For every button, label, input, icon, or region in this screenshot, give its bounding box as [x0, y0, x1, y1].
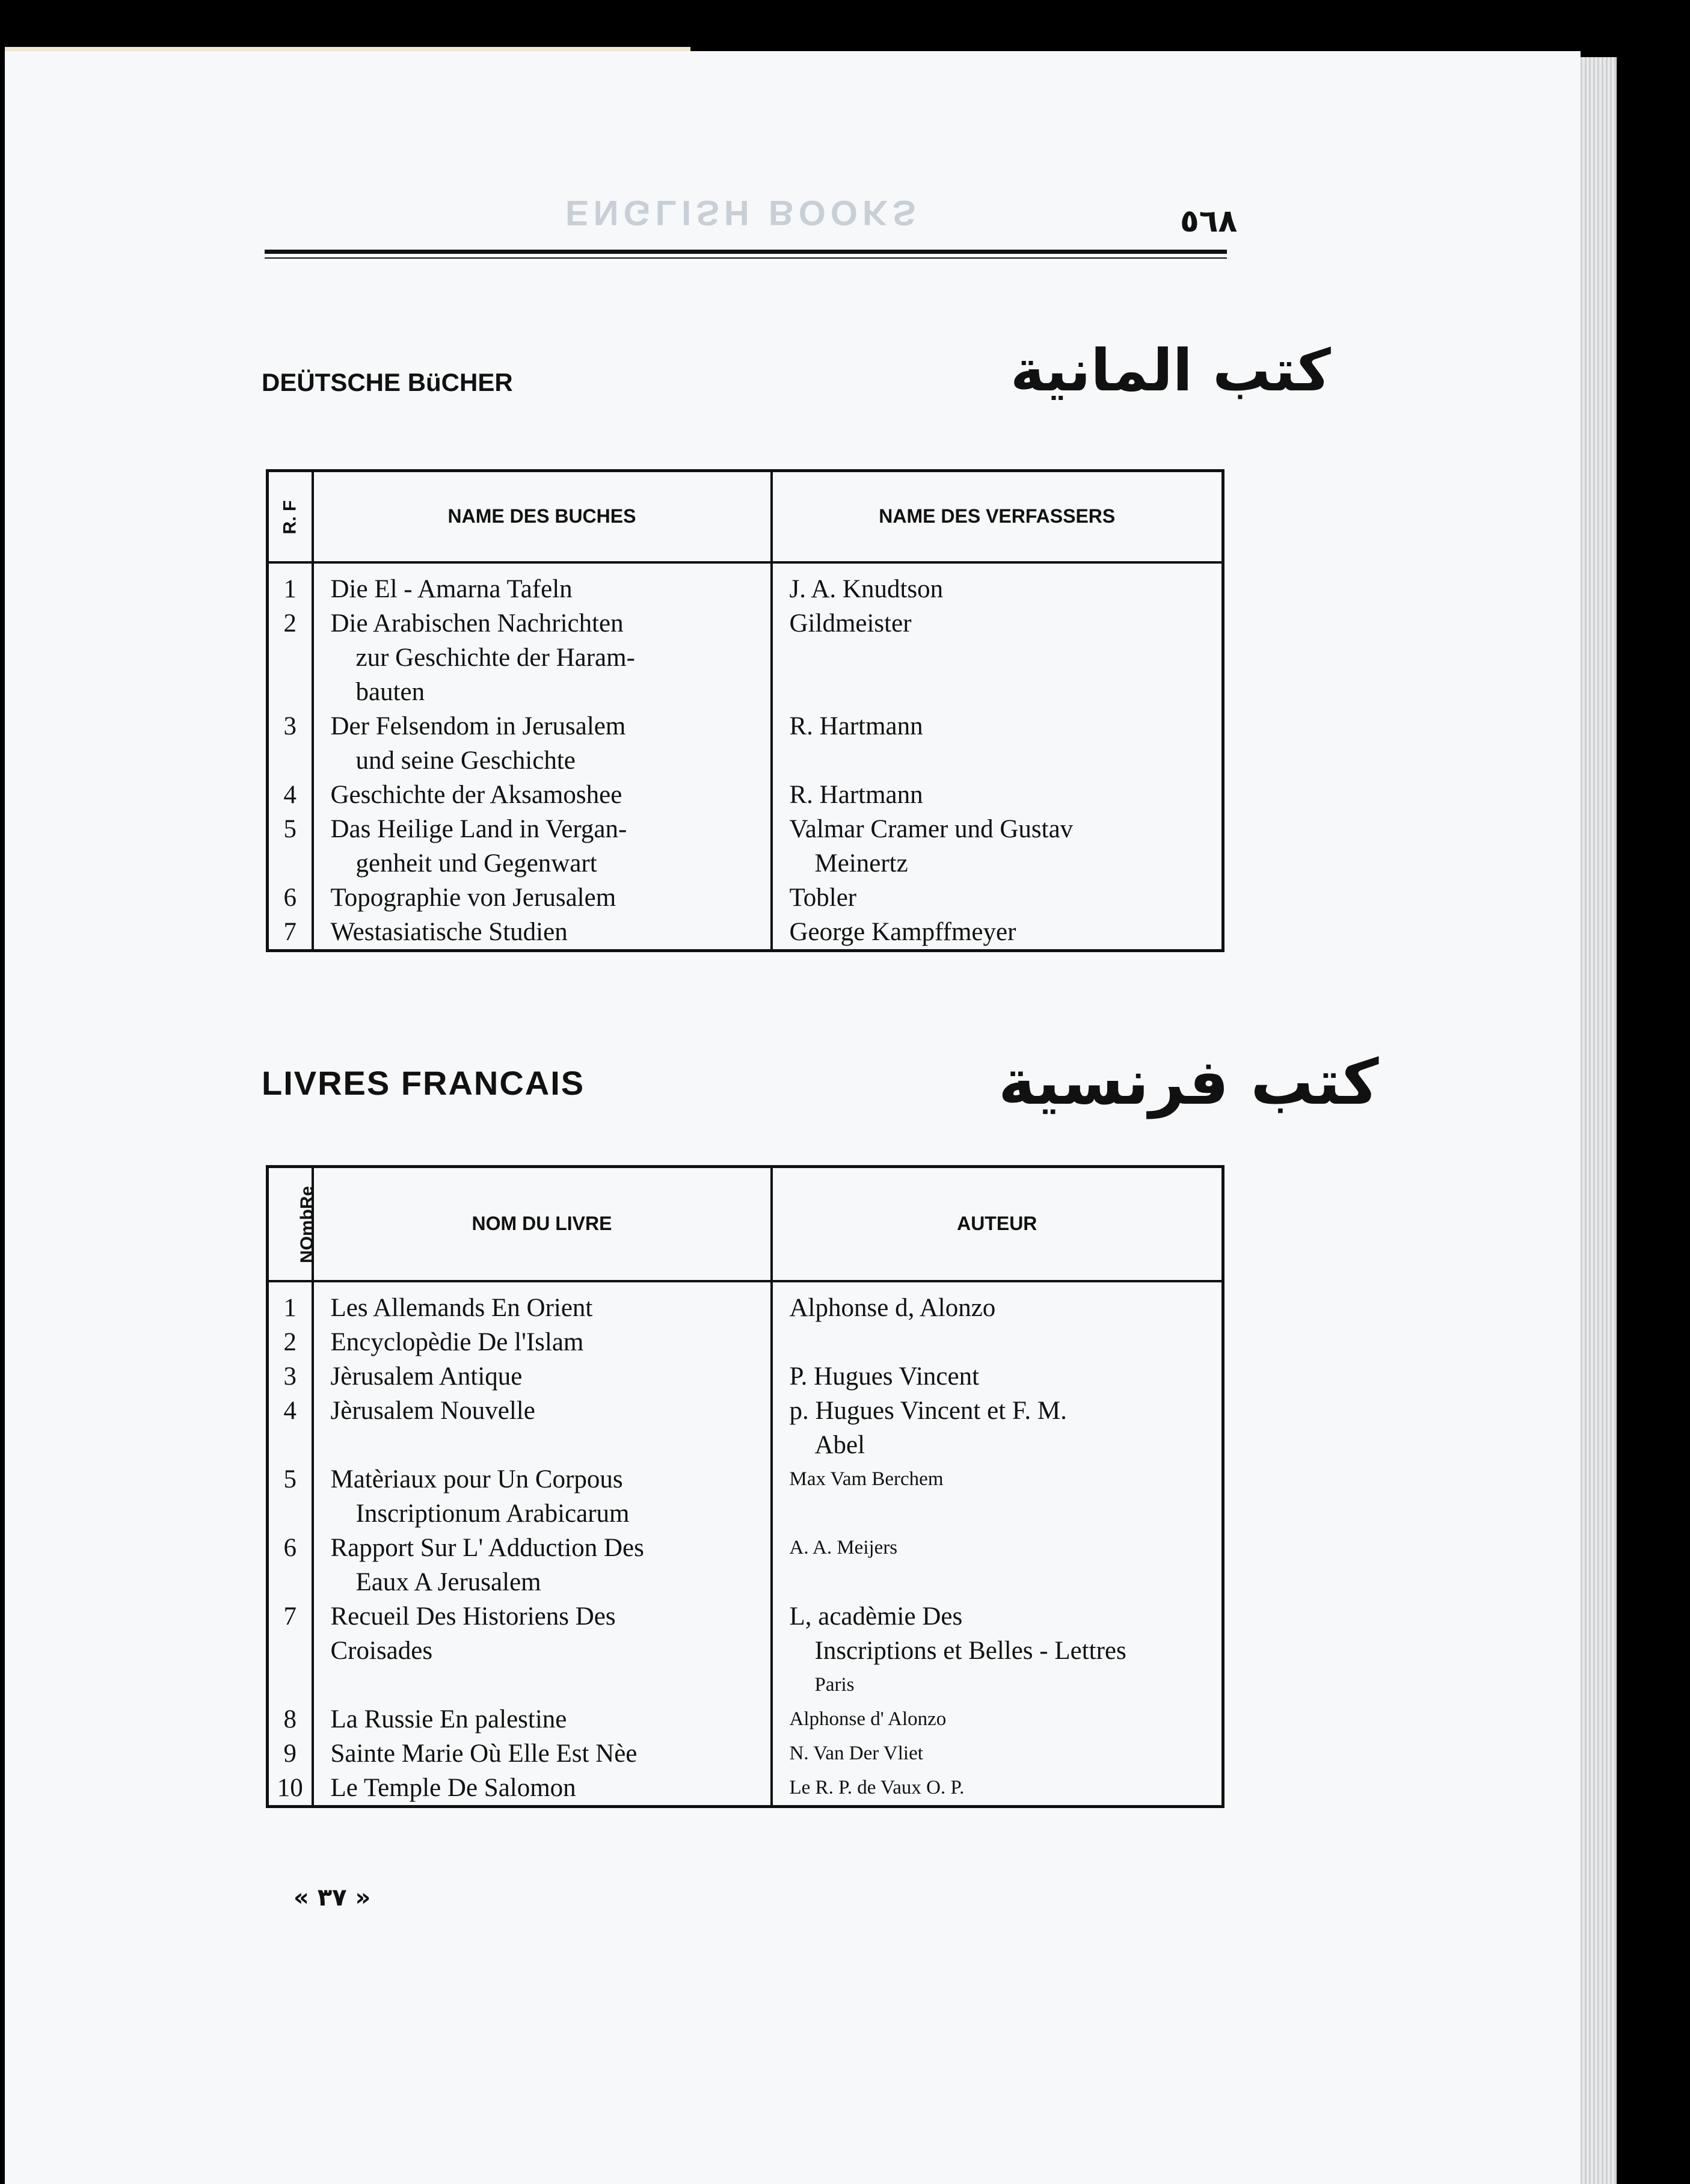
book-author: [772, 1531, 1223, 1599]
title-line: Topographie von Jerusalem: [330, 883, 616, 912]
book-author: [772, 572, 1223, 606]
french-heading: LIVRES FRANCAIS: [262, 1064, 585, 1102]
table-row: [268, 1394, 1223, 1462]
column-header-number: NOmbRe: [268, 1167, 313, 1281]
book-title: [313, 1599, 772, 1702]
column-header-title: NOM DU LIVRE: [313, 1167, 772, 1281]
author-line: George Kampffmeyer: [789, 917, 1016, 946]
title-line: Jèrusalem Antique: [330, 1362, 523, 1391]
author-line: p. Hugues Vincent et F. M.: [789, 1396, 1067, 1425]
table-row: [268, 572, 1223, 606]
title-line: Westasiatische Studien: [330, 917, 568, 946]
table-row: [268, 778, 1223, 812]
table-row: [268, 1325, 1223, 1359]
title-line: Le Temple De Salomon: [330, 1773, 576, 1802]
author-line: Meinertz: [814, 849, 908, 878]
book-author: [772, 1394, 1223, 1462]
german-books-table: [266, 469, 1224, 952]
row-number: 5: [268, 812, 313, 881]
table-row: [268, 1531, 1223, 1599]
row-number: 4: [268, 778, 313, 812]
author-line: N. Van Der Vliet: [789, 1742, 923, 1764]
table-row: [268, 1702, 1223, 1736]
title-line: zur Geschichte der Haram-: [355, 643, 635, 672]
book-cover-edge: [1617, 57, 1690, 2184]
row-number: 7: [268, 915, 313, 951]
author-line: Gildmeister: [789, 609, 912, 638]
book-title: [313, 881, 772, 915]
german-arabic-heading: كتب المانية: [1010, 337, 1331, 404]
table-row: [268, 1771, 1223, 1807]
author-line: Le R. P. de Vaux O. P.: [789, 1776, 965, 1798]
table-row: [268, 1462, 1223, 1531]
book-title: [313, 1531, 772, 1599]
table-row: [268, 606, 1223, 709]
row-number: 3: [268, 709, 313, 778]
table-row: [268, 1736, 1223, 1771]
book-title: [313, 709, 772, 778]
book-title: [313, 1291, 772, 1325]
book-author: [772, 1599, 1223, 1702]
table-row: [268, 812, 1223, 881]
book-author: [772, 709, 1223, 778]
book-author: [772, 778, 1223, 812]
row-number: 5: [268, 1462, 313, 1531]
row-number: 1: [268, 1291, 313, 1325]
title-line: Matèriaux pour Un Corpous: [330, 1465, 623, 1493]
author-line: R. Hartmann: [789, 712, 923, 740]
author-line: Alphonse d' Alonzo: [789, 1708, 947, 1730]
book-author: [772, 1736, 1223, 1771]
book-title: [313, 1771, 772, 1807]
german-heading: DEÜTSCHE BüCHER: [262, 368, 513, 396]
title-line: Recueil Des Historiens Des: [330, 1602, 616, 1631]
row-number: 3: [268, 1359, 313, 1394]
title-line: Das Heilige Land in Vergan-: [330, 814, 627, 843]
author-line: A. A. Meijers: [789, 1536, 898, 1558]
book-title: [313, 1462, 772, 1531]
title-line: Geschichte der Aksamoshee: [330, 780, 622, 809]
row-number: 6: [268, 1531, 313, 1599]
author-line: Max Vam Berchem: [789, 1468, 944, 1490]
footer-page-number: « ٣٧ »: [293, 1884, 371, 1912]
title-line: Die Arabischen Nachrichten: [330, 609, 624, 638]
book-author: [772, 1359, 1223, 1394]
book-author: [772, 1325, 1223, 1359]
author-line: Inscriptions et Belles - Lettres: [814, 1636, 1126, 1665]
title-line: genheit und Gegenwart: [355, 849, 597, 878]
title-line: Encyclopèdie De l'Islam: [330, 1327, 584, 1356]
title-line: Die El - Amarna Tafeln: [330, 574, 573, 603]
row-number: 4: [268, 1394, 313, 1462]
author-line: Valmar Cramer und Gustav: [789, 814, 1074, 843]
book-title: [313, 1702, 772, 1736]
title-line: Sainte Marie Où Elle Est Nèe: [330, 1739, 638, 1768]
title-line: Der Felsendom in Jerusalem: [330, 712, 626, 740]
french-books-table: [266, 1165, 1224, 1808]
row-number: 1: [268, 572, 313, 606]
author-line: P. Hugues Vincent: [789, 1362, 980, 1391]
title-line: La Russie En palestine: [330, 1705, 567, 1733]
table-row: [268, 1359, 1223, 1394]
row-number: 2: [268, 606, 313, 709]
author-line: Tobler: [789, 883, 857, 912]
book-author: [772, 1702, 1223, 1736]
book-author: [772, 1462, 1223, 1531]
french-table-body: [268, 1281, 1223, 1807]
book-title: [313, 1325, 772, 1359]
author-line: Abel: [814, 1430, 865, 1459]
book-title: [313, 606, 772, 709]
page-number: ٥٦٨: [1180, 203, 1238, 239]
top-rule: [265, 250, 1227, 254]
table-row: [268, 1599, 1223, 1702]
book-title: [313, 778, 772, 812]
author-line: L, acadèmie Des: [789, 1602, 963, 1631]
column-header-title: NAME DES BUCHES: [313, 471, 772, 562]
table-row: [268, 1291, 1223, 1325]
title-line: bauten: [355, 677, 425, 706]
column-header-number: R. F: [268, 471, 313, 562]
german-table-body: [268, 562, 1223, 951]
top-rule-thin: [265, 257, 1227, 259]
title-line: Les Allemands En Orient: [330, 1293, 593, 1322]
french-arabic-heading: كتب فرنسية: [998, 1045, 1379, 1119]
table-row: [268, 915, 1223, 951]
book-author: [772, 881, 1223, 915]
book-title: [313, 1394, 772, 1462]
row-number: 7: [268, 1599, 313, 1702]
title-line: Croisades: [330, 1636, 433, 1665]
book-title: [313, 1736, 772, 1771]
author-line: R. Hartmann: [789, 780, 923, 809]
show-through-header: ENGLISH BOOKS: [565, 193, 921, 232]
book-author: [772, 1291, 1223, 1325]
book-author: [772, 812, 1223, 881]
book-title: [313, 812, 772, 881]
author-line: J. A. Knudtson: [789, 574, 944, 603]
table-row: [268, 709, 1223, 778]
title-line: Rapport Sur L' Adduction Des: [330, 1533, 644, 1562]
row-number: 9: [268, 1736, 313, 1771]
title-line: Jèrusalem Nouvelle: [330, 1396, 535, 1425]
column-header-author: AUTEUR: [772, 1167, 1223, 1281]
row-number: 2: [268, 1325, 313, 1359]
book-title: [313, 1359, 772, 1394]
title-line: und seine Geschichte: [355, 746, 576, 775]
book-title: [313, 572, 772, 606]
title-line: Inscriptionum Arabicarum: [355, 1499, 630, 1528]
book-title: [313, 915, 772, 951]
page-stack-edge: [1581, 57, 1617, 2184]
book-author: [772, 1771, 1223, 1807]
author-line: Alphonse d, Alonzo: [789, 1293, 996, 1322]
table-row: [268, 881, 1223, 915]
author-line: Paris: [814, 1673, 855, 1696]
column-header-author: NAME DES VERFASSERS: [772, 471, 1223, 562]
row-number: 6: [268, 881, 313, 915]
book-author: [772, 915, 1223, 951]
title-line: Eaux A Jerusalem: [355, 1567, 541, 1596]
row-number: 8: [268, 1702, 313, 1736]
book-author: [772, 606, 1223, 709]
row-number: 10: [268, 1771, 313, 1807]
